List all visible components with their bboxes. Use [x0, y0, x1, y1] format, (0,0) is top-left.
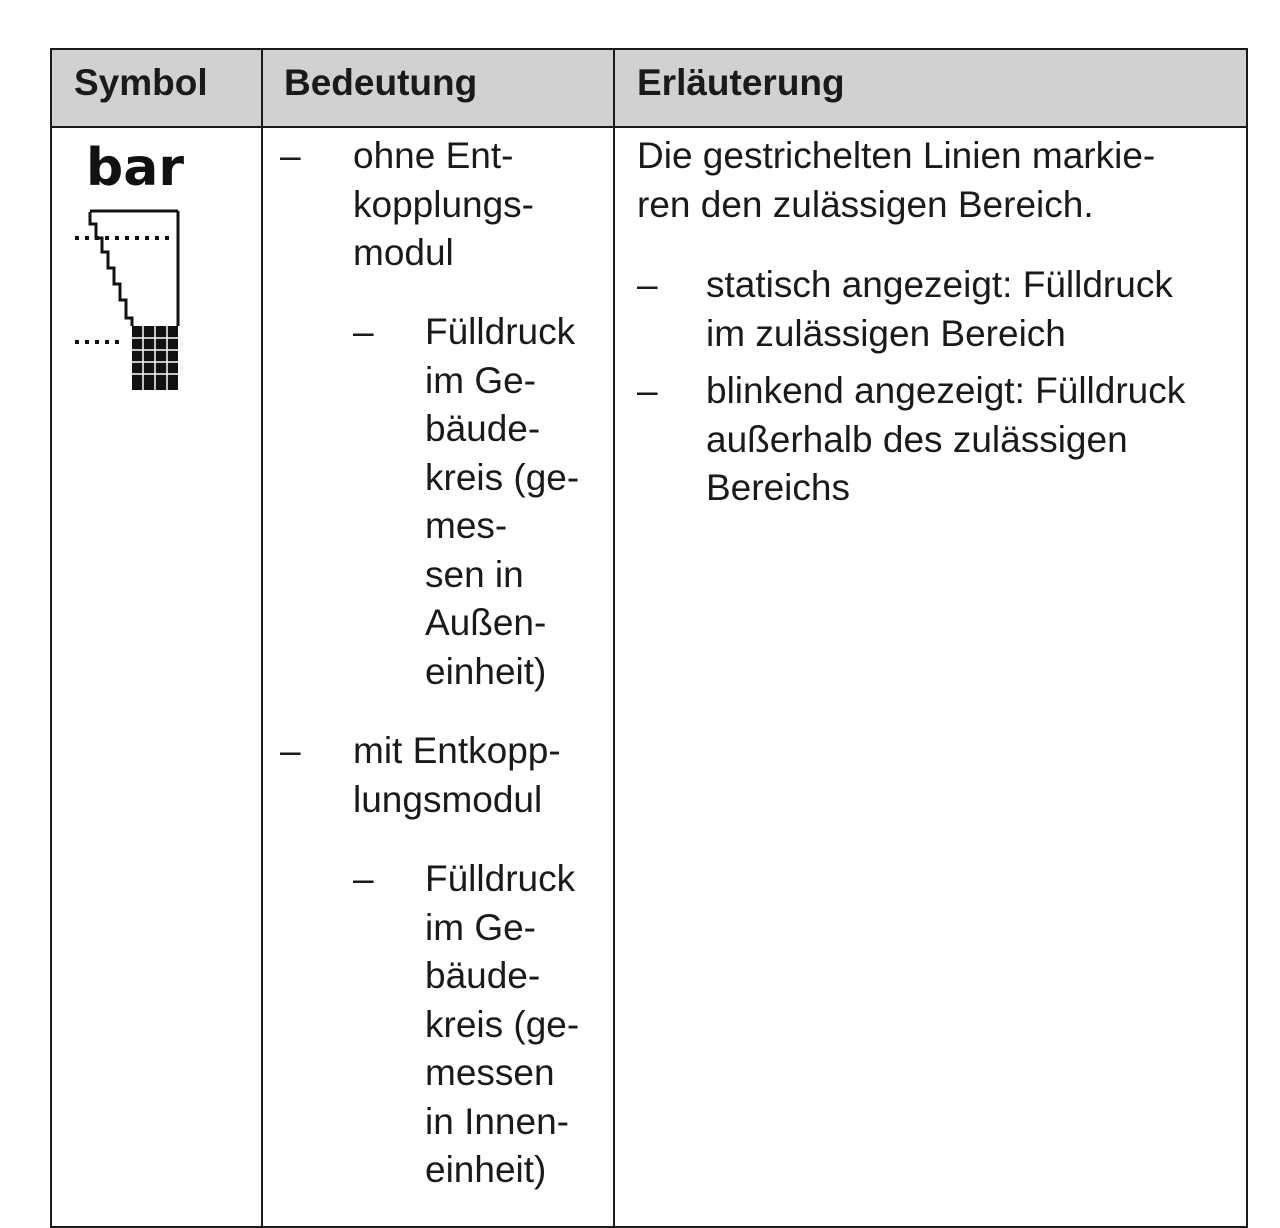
meaning-item-without-module: ohne Ent- kopplungs- modul	[353, 135, 535, 273]
header-symbol: Symbol	[74, 62, 208, 103]
list-dash: –	[353, 311, 374, 352]
header-explanation: Erläuterung	[637, 62, 845, 103]
meaning-item-with-module: mit Entkopp- lungsmodul	[353, 730, 561, 820]
meaning-subitem-outdoor-unit: Fülldruck im Ge- bäude- kreis (ge- mes- sen in Außen- einheit)	[425, 311, 580, 692]
explanation-bullet-static: statisch angezeigt: Fülldruck im zulässigen Bereich	[706, 264, 1173, 354]
column-divider	[261, 50, 263, 1226]
bar-unit-label: bar	[86, 138, 184, 198]
header-meaning: Bedeutung	[284, 62, 478, 103]
meaning-subitem-indoor-unit: Fülldruck im Ge- bäude- kreis (ge- messen in Innen- einheit)	[425, 858, 580, 1190]
list-dash: –	[280, 730, 301, 771]
pressure-gauge-icon	[70, 140, 190, 400]
explanation-intro: Die gestrichelten Linien markie- ren den zulässigen Bereich.	[637, 135, 1156, 225]
table-header-row	[52, 50, 1246, 128]
explanation-bullet-blinking: blinkend angezeigt: Fülldruck außerhalb des zulässigen Bereichs	[706, 370, 1186, 508]
column-divider	[613, 50, 615, 1226]
symbol-cell	[70, 140, 190, 400]
list-dash: –	[353, 858, 374, 899]
list-dash: –	[637, 264, 658, 305]
list-dash: –	[280, 135, 301, 176]
list-dash: –	[637, 370, 658, 411]
